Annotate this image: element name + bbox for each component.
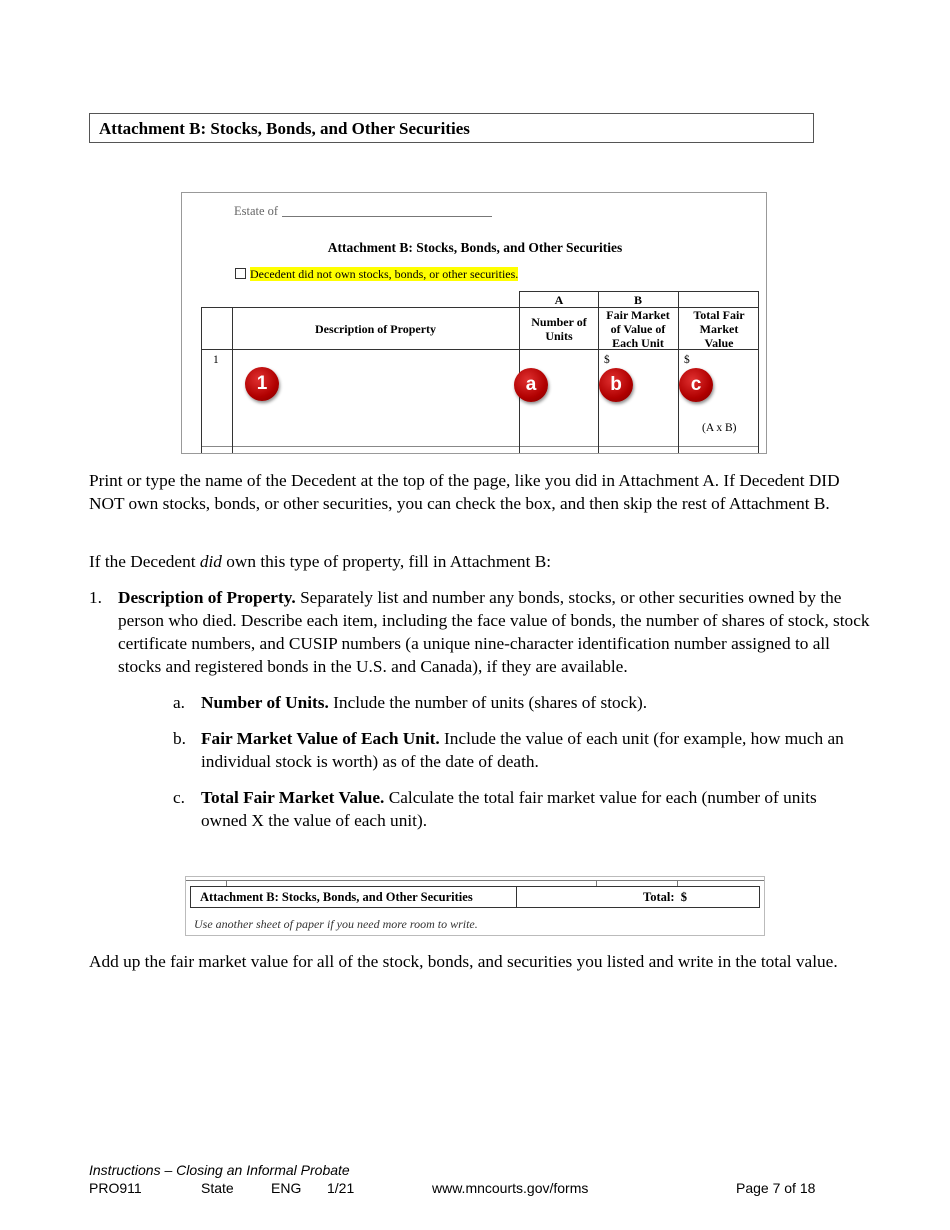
col-a-header: Number of Units <box>531 315 587 343</box>
sub-item-b-letter: b. <box>173 729 186 748</box>
table-line <box>678 291 679 454</box>
total-form-image <box>185 876 765 936</box>
col-description-header: Description of Property <box>314 322 437 336</box>
total-dollar: $ <box>680 890 687 904</box>
unit-value-dollar: $ <box>604 354 610 366</box>
table-line <box>519 291 758 292</box>
total-row-box <box>190 886 760 908</box>
col-b-letter: B <box>633 293 642 307</box>
closing-paragraph: Add up the fair market value for all of the stock, bonds, and securities you listed and write in the total value. <box>89 952 838 971</box>
if-did-before: If the Decedent <box>89 552 200 571</box>
table-line <box>201 307 202 454</box>
intro-paragraph: Print or type the name of the Decedent at the top of the page, like you did in Attachment A. If Decedent DID NOT own stocks, bonds, or other securities, you can check the box, and then skip the rest of Attachment B. <box>89 471 840 513</box>
col-b-header: Fair Market of Value of Each Unit <box>606 308 670 350</box>
estate-of-label: Estate of <box>234 204 279 218</box>
formula-label: (A x B) <box>702 422 737 434</box>
col-total-header: Total Fair Market Value <box>693 308 745 350</box>
marker-b: b <box>599 368 633 402</box>
footer-page-number: Page 7 of 18 <box>736 1180 816 1196</box>
footer-form-code: PRO911 <box>89 1180 142 1196</box>
marker-c: c <box>679 368 713 402</box>
section-header-box <box>89 113 814 143</box>
footer-website: www.mncourts.gov/forms <box>432 1180 589 1196</box>
if-did-after: own this type of property, fill in Attachment B: <box>221 552 552 571</box>
sub-item-a-heading: Number of Units. <box>201 693 329 712</box>
table-line <box>186 880 765 881</box>
total-value-dollar: $ <box>684 354 690 366</box>
sub-item-b-heading: Fair Market Value of Each Unit. <box>201 729 440 748</box>
sub-item-b-body <box>201 727 866 773</box>
item-1-text: Separately list and number any bonds, stocks, or other securities owned by the person who died. Describe each item, including the face value of bonds, the number of shares of stock, stock certificate numbers, and CUSIP numbers (a unique nine-character identification number assigned to all stocks and registered bonds in the U.S. and Canada), if they are available. <box>118 588 870 676</box>
sub-item-a-letter: a. <box>173 693 185 712</box>
extra-sheet-note: Use another sheet of paper if you need more room to write. <box>194 917 478 931</box>
item-1-body <box>118 586 870 678</box>
no-securities-label: Decedent did not own stocks, bonds, or other securities. <box>250 267 519 281</box>
section-header-title: Attachment B: Stocks, Bonds, and Other Securities <box>99 119 470 138</box>
sub-item-a-text: Include the number of units (shares of stock). <box>328 693 648 712</box>
total-row-title: Attachment B: Stocks, Bonds, and Other Securities <box>200 890 473 904</box>
total-label <box>643 890 687 905</box>
sub-item-a-body <box>201 691 866 714</box>
table-line <box>758 291 759 454</box>
attachment-b-form-image <box>181 192 767 454</box>
total-label-text: Total: <box>643 890 675 904</box>
table-line <box>201 446 758 447</box>
col-a-letter: A <box>554 293 564 307</box>
marker-a: a <box>514 368 548 402</box>
if-did-paragraph <box>89 550 869 573</box>
table-line <box>598 291 599 454</box>
sub-item-c-letter: c. <box>173 788 185 807</box>
footer-scope: State <box>201 1180 234 1196</box>
footer-revision: 1/21 <box>327 1180 355 1196</box>
if-did-emphasis: did <box>199 552 222 571</box>
footer-doc-title: Instructions – Closing an Informal Probate <box>89 1162 350 1178</box>
sub-item-b-text: Include the value of each unit (for example, how much an individual stock is worth) as of the date of death. <box>201 729 844 771</box>
table-line <box>201 349 758 350</box>
no-securities-checkbox <box>235 268 246 279</box>
table-line <box>201 307 758 308</box>
item-1-heading: Description of Property. <box>118 588 296 607</box>
no-securities-checkbox-row <box>235 267 518 282</box>
sub-item-c-body <box>201 786 866 832</box>
table-line <box>516 887 517 907</box>
form-image-title: Attachment B: Stocks, Bonds, and Other Securities <box>327 240 623 255</box>
estate-name-line <box>282 216 492 217</box>
sub-item-c-text: Calculate the total fair market value for each (number of units owned X the value of each unit). <box>201 788 817 830</box>
marker-1: 1 <box>245 367 279 401</box>
sub-item-c-heading: Total Fair Market Value. <box>201 788 385 807</box>
footer-language: ENG <box>271 1180 302 1196</box>
item-1-number: 1. <box>89 588 102 607</box>
row-number: 1 <box>213 354 219 366</box>
